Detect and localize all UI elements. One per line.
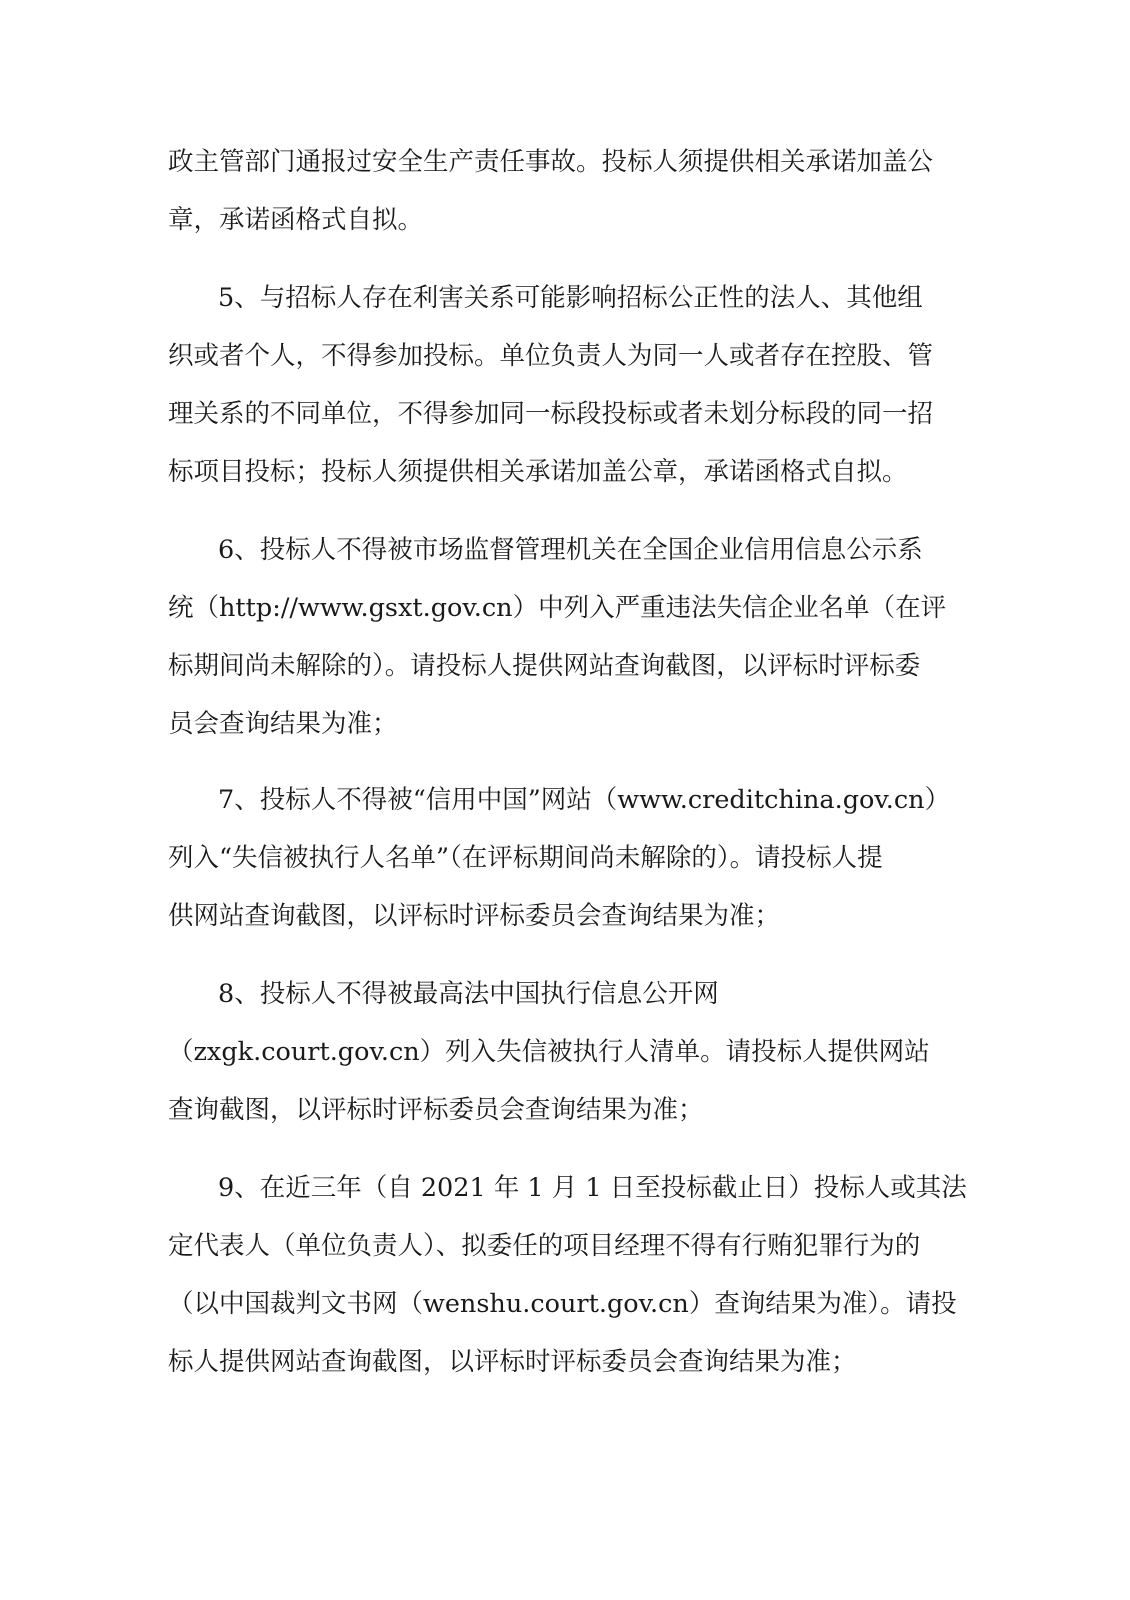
text-line: 标项目投标；投标人须提供相关承诺加盖公章，承诺函格式自拟。 <box>168 457 908 487</box>
text-line: 5、与招标人存在利害关系可能影响招标公正性的法人、其他组 <box>218 283 923 313</box>
text-line: 查询截图，以评标时评标委员会查询结果为准； <box>168 1095 704 1125</box>
text-line: 7、投标人不得被“信用中国”网站（www.creditchina.gov.cn） <box>218 785 951 815</box>
text-line: 政主管部门通报过安全生产责任事故。投标人须提供相关承诺加盖公 <box>168 147 934 177</box>
text-line: 定代表人（单位负责人）、拟委任的项目经理不得有行贿犯罪行为的 <box>168 1231 921 1261</box>
text-line: 统（http://www.gsxt.gov.cn）中列入严重违法失信企业名单（在评 <box>168 593 947 623</box>
text-line: 列入“失信被执行人名单”（在评标期间尚未解除的）。请投标人提 <box>168 843 883 873</box>
text-line: 6、投标人不得被市场监督管理机关在全国企业信用信息公示系 <box>218 535 923 565</box>
text-line: （zxgk.court.gov.cn）列入失信被执行人清单。请投标人提供网站 <box>168 1037 930 1067</box>
text-line: 章，承诺函格式自拟。 <box>168 205 424 235</box>
text-line: 理关系的不同单位，不得参加同一标段投标或者未划分标段的同一招 <box>168 399 934 429</box>
text-line: 供网站查询截图，以评标时评标委员会查询结果为准； <box>168 901 781 931</box>
text-line: 员会查询结果为准； <box>168 709 398 739</box>
text-line: 8、投标人不得被最高法中国执行信息公开网 <box>218 979 719 1009</box>
text-line: 织或者个人，不得参加投标。单位负责人为同一人或者存在控股、管 <box>168 341 934 371</box>
text-line: （以中国裁判文书网（wenshu.court.gov.cn）查询结果为准）。请投 <box>168 1289 957 1319</box>
text-line: 标期间尚未解除的）。请投标人提供网站查询截图，以评标时评标委 <box>168 651 921 681</box>
text-line: 9、在近三年（自 2021 年 1 月 1 日至投标截止日）投标人或其法 <box>218 1173 967 1203</box>
text-line: 标人提供网站查询截图，以评标时评标委员会查询结果为准； <box>168 1347 857 1377</box>
